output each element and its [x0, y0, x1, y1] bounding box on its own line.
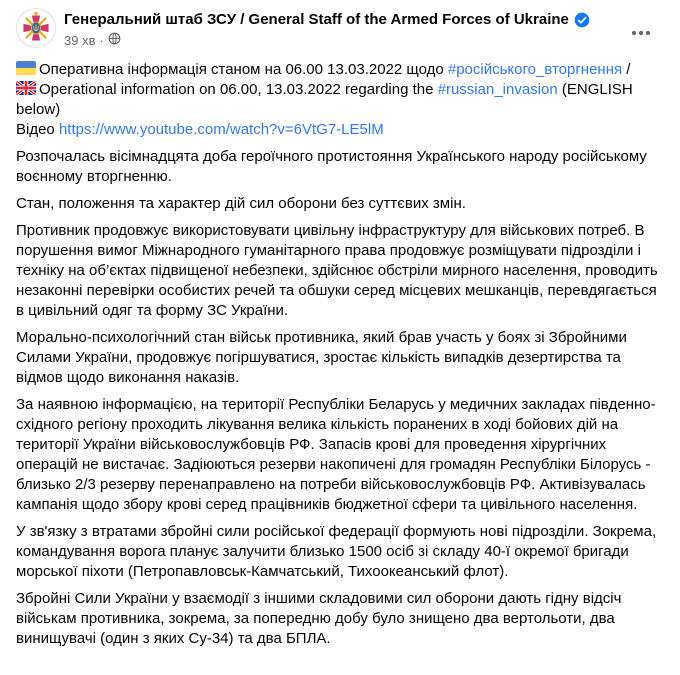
uk-flag-icon [16, 81, 36, 95]
header-text [64, 8, 616, 49]
post-paragraph: У зв'язку з втратами збройні сили російської федерації формують нові підрозділи. Зокрема, командування ворога планує залучити близько 1500 осіб зі складу 40-ї окремої бригади морської піхоти (Петропавловськ-Камчатський, Тихоокеанський флот). [16, 523, 657, 580]
meta-separator: · [99, 32, 104, 48]
hashtag-link-ua[interactable]: #російського_вторгнення [447, 61, 623, 78]
intro-ua-tail: / [622, 61, 631, 78]
post-paragraph: Противник продовжує використовувати цивільну інфраструктуру для військових потреб. В порушення вимог Міжнародного гуманітарного права продовжує розміщувати підрозділи і техніку на об’єктах підвищеної небезпеки, здійснює обстріли мирного населення, проводить незаконні перевірки особистих речей та обшуки серед місцевих мешканців, перевдягається в цивільний одяг та форму ЗС України. [16, 222, 658, 319]
three-dots-icon [630, 22, 652, 44]
video-label: Відео [16, 121, 59, 138]
globe-icon [108, 32, 121, 49]
post-paragraph: Розпочалась вісімнадцята доба героїчного протистояння Українського народу російському воєнному вторгненню. [16, 148, 647, 185]
post-body [16, 60, 664, 649]
avatar[interactable] [16, 8, 56, 48]
more-options-button[interactable] [624, 16, 658, 50]
ukraine-flag-icon [16, 61, 36, 75]
intro-en-text: Operational information on 06.00, 13.03.2022 regarding the [39, 81, 438, 98]
post-intro-paragraph [16, 60, 664, 140]
verified-badge-icon [574, 12, 590, 28]
intro-ua-text: Оперативна інформація станом на 06.00 13.03.2022 щодо [39, 61, 448, 78]
post-paragraph: Стан, положення та характер дій сил оборони без суттєвих змін. [16, 195, 466, 212]
post-paragraph: Морально-психологічний стан військ противника, який брав участь у боях зі Збройними Силами України, продовжує погіршуватися, зростає кількість випадків дезертирства та відмов щодо виконання наказів. [16, 329, 627, 386]
video-link[interactable]: https://www.youtube.com/watch?v=6VtG7-LE5lM [58, 121, 384, 138]
post-header [16, 8, 664, 50]
post-paragraph: Збройні Сили України у взаємодії з іншими складовими сил оборони дають гідну відсіч військам противника, зокрема, за попередню добу було знищено два вертольоти, два винищувачі (один з яких Су-34) та два БПЛА. [16, 590, 622, 647]
hashtag-link-en[interactable]: #russian_invasion [437, 81, 558, 98]
page-name[interactable]: Генеральний штаб ЗСУ / General Staff of the Armed Forces of Ukraine [64, 11, 569, 28]
timestamp[interactable]: 39 хв [64, 32, 96, 48]
post-paragraph: За наявною інформацією, на території Республіки Беларусь у медичних закладах південно-східного регіону проходить лікування велика кількість поранених в ході бойових дій на території України військовослужбовців РФ. Запасів крові для проведення хірургічних операцій не вистачає. Задіюються резерви накопичені для громадян Республіки Білорусь - близько 2/3 резерву перенаправлено на потреби військовослужбовців РФ. Активізувалась кампанія щодо збору крові серед працівників бюджетної сфери та цивільного населення. [16, 396, 656, 513]
post-meta [64, 32, 616, 49]
intro-en-tail: (ENGLISH below) [16, 81, 633, 118]
